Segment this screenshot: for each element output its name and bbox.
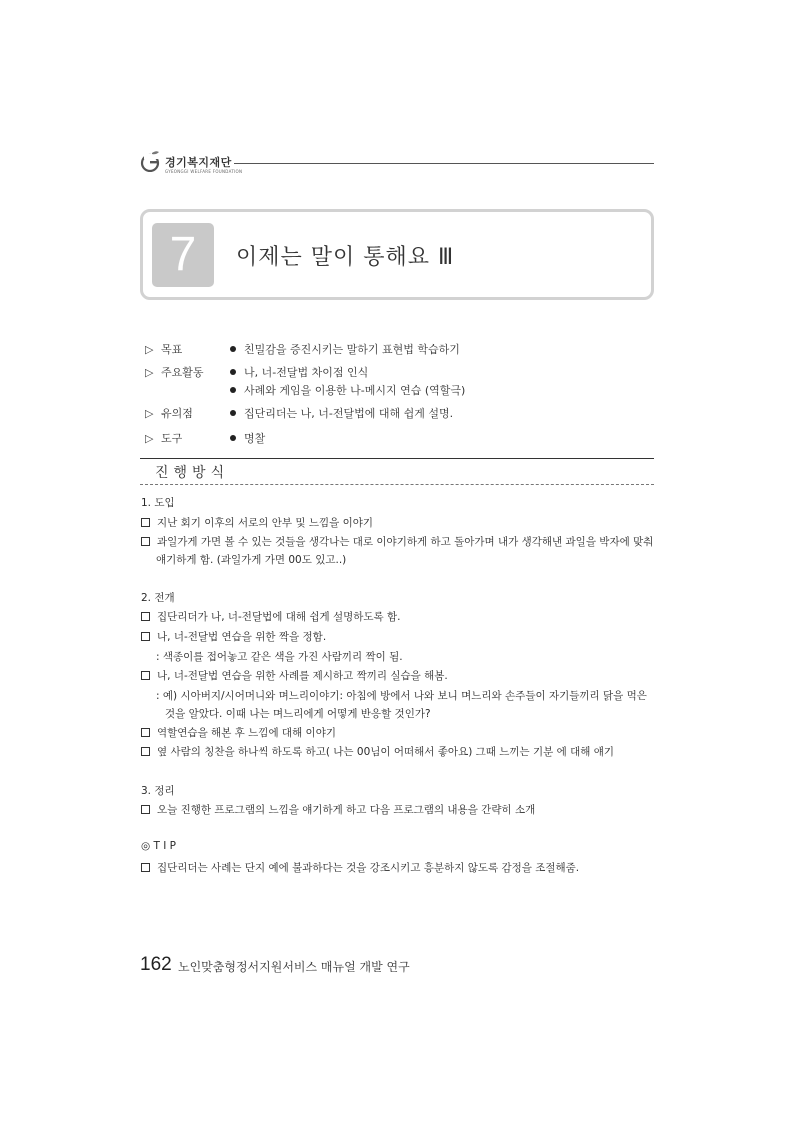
info-value-activity-2: 사례와 게임을 이용한 나-메시지 연습 (역할극)	[230, 382, 465, 398]
step-heading-intro: 1. 도입	[141, 497, 175, 509]
list-item-continuation: 얘기하게 함. (과일가게 가면 00도 있고..)	[156, 554, 347, 566]
step-heading-wrapup: 3. 정리	[141, 785, 175, 797]
checkbox-icon	[141, 728, 150, 737]
organization-name: 경기복지재단	[165, 156, 232, 169]
list-item-detail: : 색종이를 접어놓고 같은 색을 가진 사람끼리 짝이 됨.	[156, 651, 403, 663]
info-value-notes: 집단리더는 나, 너-전달법에 대해 쉽게 설명.	[230, 405, 453, 421]
list-item: 나, 너-전달법 연습을 위한 사례를 제시하고 짝끼리 실습을 해봄.	[141, 668, 448, 683]
header-divider	[234, 163, 654, 164]
organization-english-name: GYEONGGI WELFARE FOUNDATION	[165, 169, 243, 174]
list-item: 집단리더는 사례는 단지 예에 불과하다는 것을 강조시키고 흥분하지 않도록 감정을 조절해줌.	[141, 860, 579, 875]
list-item: 과일가게 가면 볼 수 있는 것들을 생각나는 대로 이야기하게 하고 돌아가며 내가 생각해낸 과일을 박자에 맞춰	[141, 534, 653, 549]
info-value-activity-1: 나, 너-전달법 차이점 인식	[230, 364, 368, 380]
info-value-goal: 친밀감을 증진시키는 말하기 표현법 학습하기	[230, 341, 460, 357]
session-number-badge: 7	[152, 223, 214, 287]
page-number: 162	[140, 954, 172, 975]
checkbox-icon	[141, 747, 150, 756]
list-item-detail: : 예) 시아버지/시어머니와 며느리이야기: 아침에 방에서 나와 보니 며느리와 손주들이 자기들끼리 닭을 먹은	[156, 690, 647, 702]
list-item: 옆 사람의 칭찬을 하나씩 하도록 하고( 나는 00님이 어떠해서 좋아요) 그때 느끼는 기분 에 대해 얘기	[141, 744, 614, 759]
section-title: 진행방식	[155, 465, 230, 481]
step-heading-development: 2. 전개	[141, 592, 175, 604]
checkbox-icon	[141, 518, 150, 527]
list-item-continuation: 것을 알았다. 이때 나는 며느리에게 어떻게 반응할 것인가?	[165, 708, 431, 720]
list-item: 집단리더가 나, 너-전달법에 대해 쉽게 설명하도록 함.	[141, 609, 401, 624]
session-title: 이제는 말이 통해요 Ⅲ	[236, 245, 455, 270]
list-item: 오늘 진행한 프로그램의 느낌을 얘기하게 하고 다음 프로그램의 내용을 간략히 소개	[141, 802, 535, 817]
section-top-rule	[140, 458, 654, 459]
checkbox-icon	[141, 863, 150, 872]
checkbox-icon	[141, 537, 150, 546]
info-label-goal: ▷ 목표	[145, 343, 183, 356]
list-item: 나, 너-전달법 연습을 위한 짝을 정함.	[141, 629, 326, 644]
checkbox-icon	[141, 805, 150, 814]
footer-title: 노인맞춤형정서지원서비스 매뉴얼 개발 연구	[178, 960, 410, 974]
section-dashed-rule	[140, 484, 654, 485]
info-value-tools: 명찰	[230, 430, 265, 446]
checkbox-icon	[141, 671, 150, 680]
info-label-activities: ▷ 주요활동	[145, 366, 204, 379]
checkbox-icon	[141, 612, 150, 621]
info-label-tools: ▷ 도구	[145, 432, 183, 445]
apple-g-logo-icon	[140, 150, 162, 172]
list-item: 역할연습을 해본 후 느낌에 대해 이야기	[141, 725, 336, 740]
list-item: 지난 회기 이후의 서로의 안부 및 느낌을 이야기	[141, 515, 373, 530]
checkbox-icon	[141, 632, 150, 641]
tip-heading: ◎ T I P	[141, 840, 177, 852]
info-label-notes: ▷ 유의점	[145, 407, 193, 420]
